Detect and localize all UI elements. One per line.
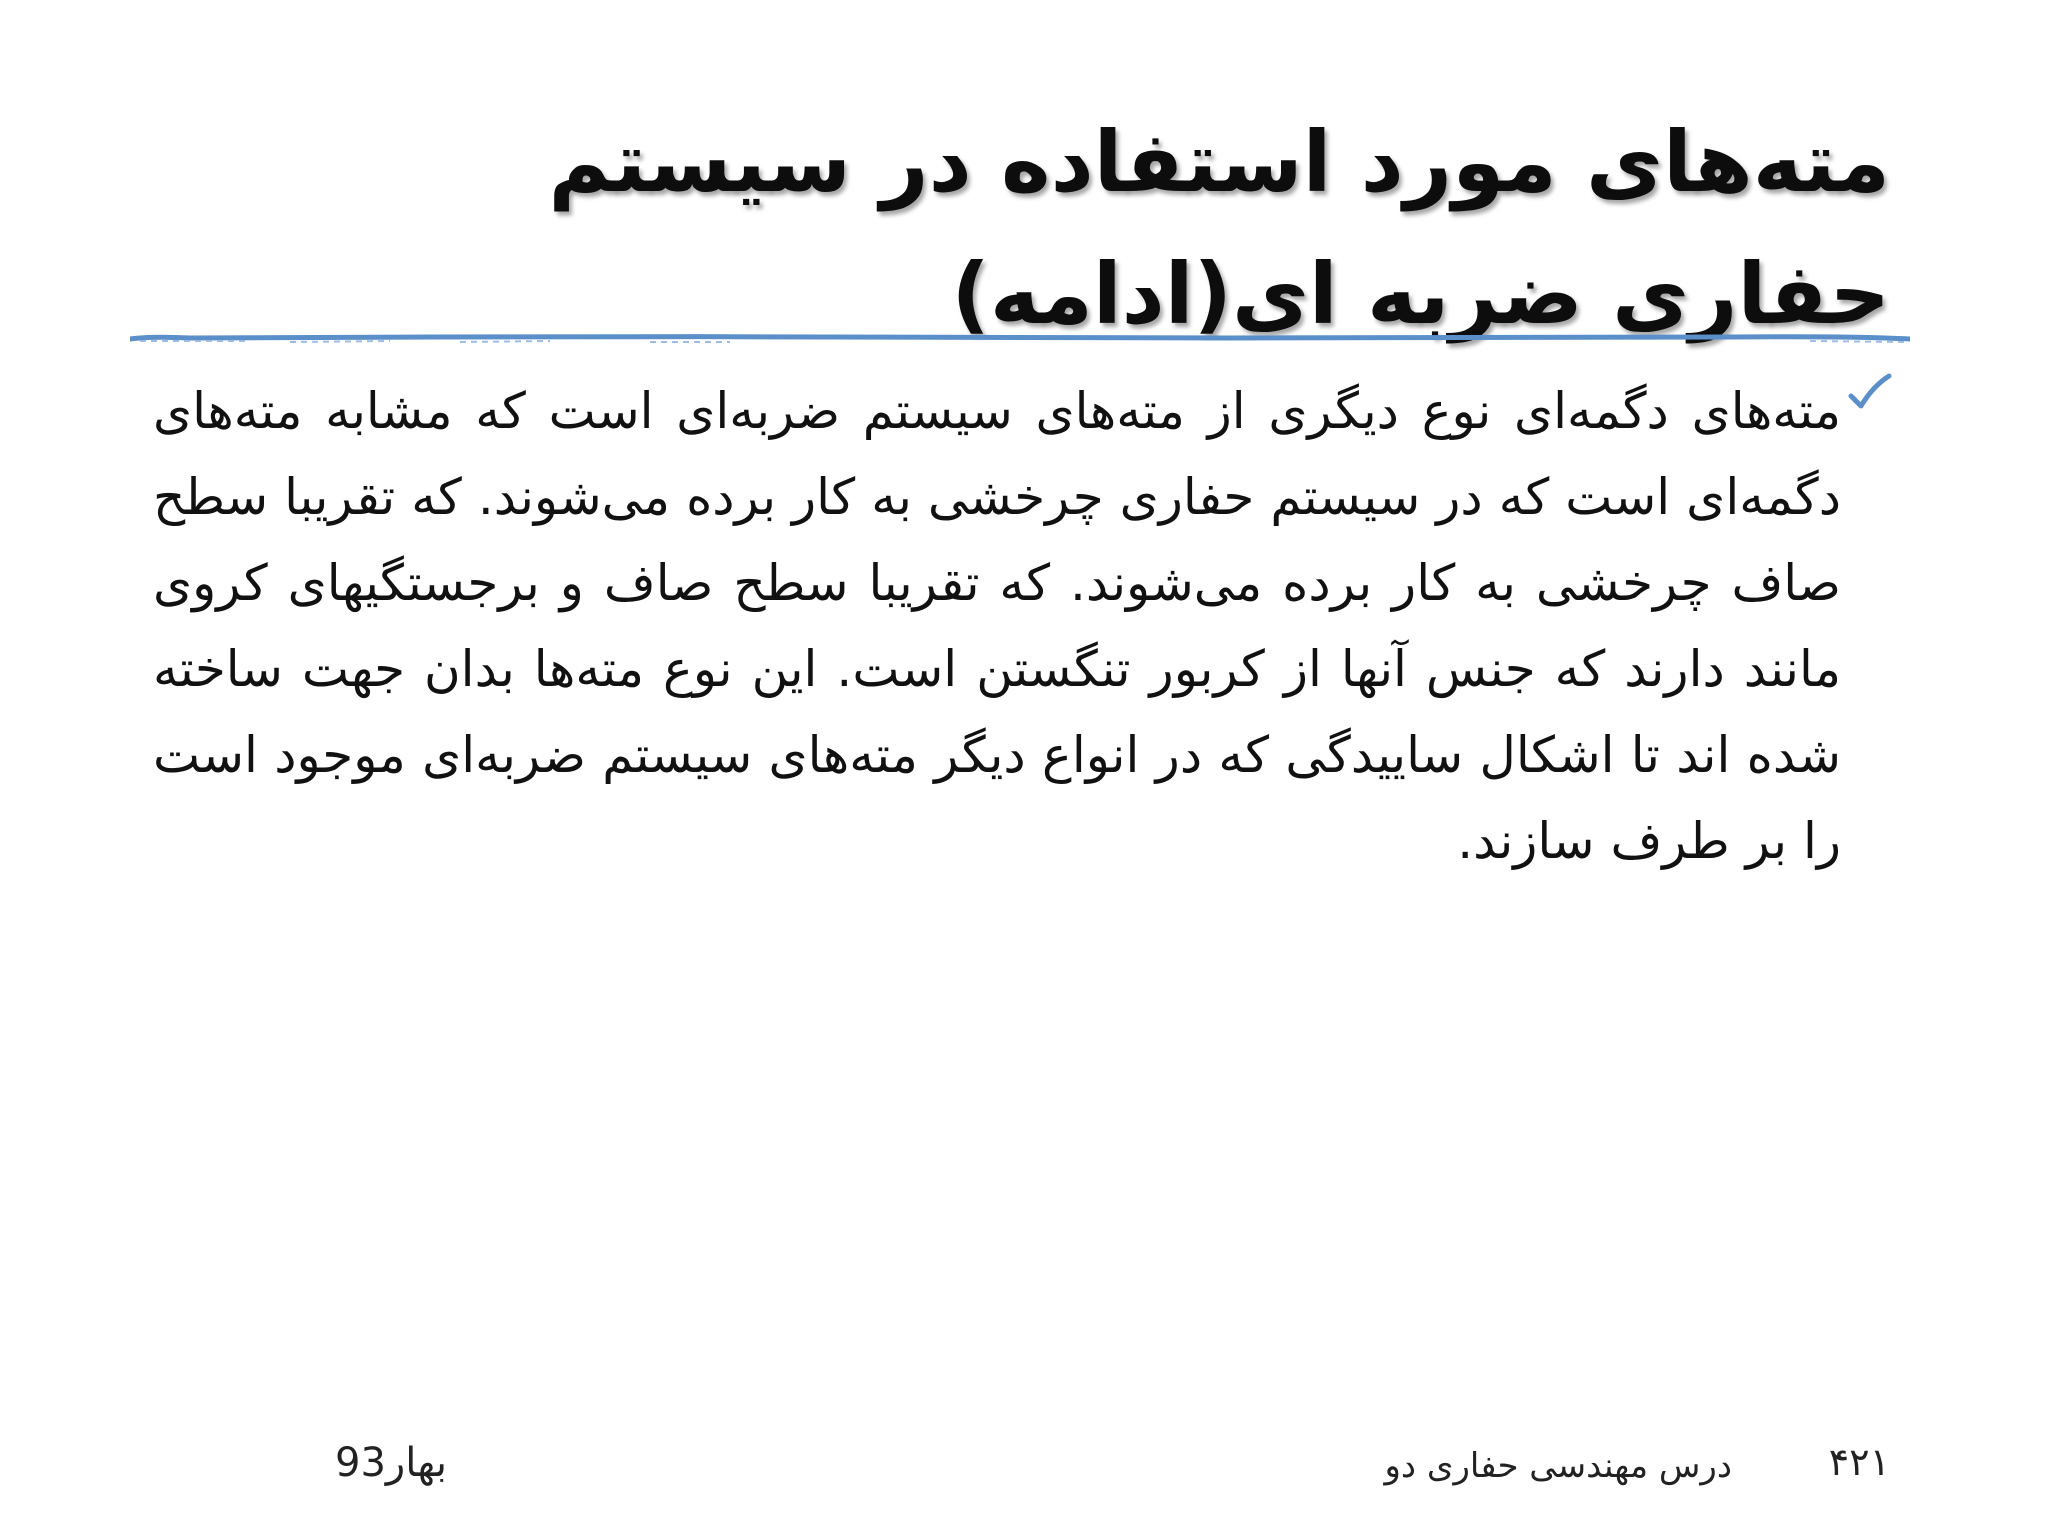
checkmark-icon bbox=[1845, 370, 1893, 418]
slide-title: مته‌های مورد استفاده در سیستم حفاری ضربه ای(ادامه) bbox=[548, 113, 1890, 343]
footer-course: درس مهندسی حفاری دو bbox=[1384, 1446, 1732, 1486]
footer-date: بهار93 bbox=[335, 1440, 447, 1486]
title-divider bbox=[130, 332, 1910, 346]
bullet-list bbox=[153, 368, 1893, 884]
bullet-text: مته‌های دگمه‌ای نوع دیگری از مته‌های سیستم ضربه‌ای است که مشابه مته‌های دگمه‌ای است که در سیستم حفاری چرخشی به کار برده می‌شوند. که تقریبا سطح صاف چرخشی به کار برده می‌شوند. که تقریبا سطح صاف و برجستگیهای کروی مانند دارند که جنس آنها از کربور تنگستن است. این نوع مته‌ها بدان جهت ساخته شده اند تا اشکال ساییدگی که در انواع دیگر مته‌های سیستم ضربه‌ای موجود است را بر طرف سازند. bbox=[153, 382, 1841, 870]
slide-number: ۴۲۱ bbox=[1828, 1440, 1890, 1484]
bullet-item bbox=[153, 368, 1893, 884]
